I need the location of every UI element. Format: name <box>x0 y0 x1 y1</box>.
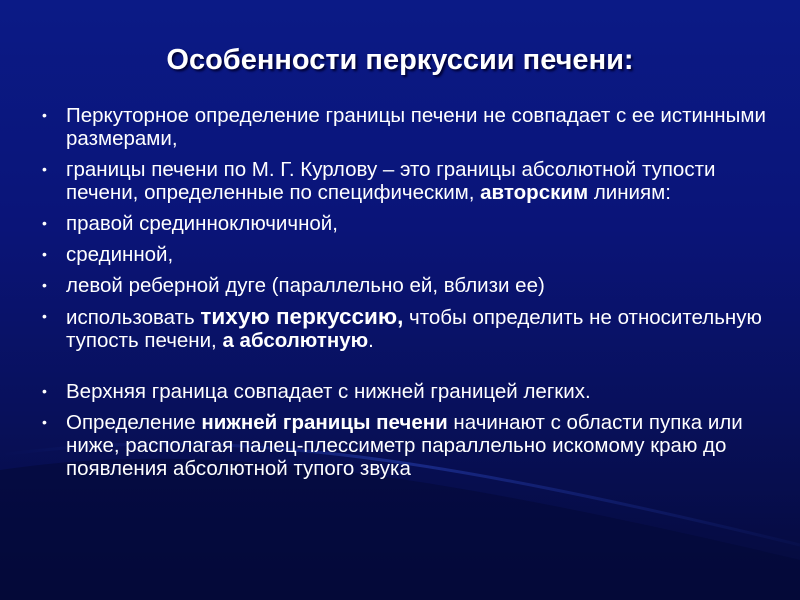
bullet-icon: • <box>42 107 47 123</box>
bullet-text: . <box>368 329 374 352</box>
bullet-icon: • <box>42 215 47 231</box>
bullet-text: линиям: <box>588 181 671 204</box>
bullet-icon: • <box>42 161 47 177</box>
bullet-item-1 <box>42 104 792 150</box>
bullet-icon: • <box>42 414 47 430</box>
bullet-text: использовать <box>66 306 201 329</box>
bullet-text: срединной, <box>66 243 174 266</box>
bullet-icon: • <box>42 308 47 324</box>
bullet-icon: • <box>42 246 47 262</box>
bullet-item-7 <box>42 380 792 403</box>
bullet-bold-text: тихую перкуссию, <box>200 304 404 329</box>
bullet-text: границы печени по М. Г. Курлову – это границы абсолютной тупости печени, определенные по специфическим, <box>66 158 716 204</box>
bullet-item-5 <box>42 274 792 297</box>
bullet-bold-text: авторским <box>480 181 589 204</box>
slide-title: Особенности перкуссии печени: <box>166 44 634 76</box>
bullet-item-6 <box>42 305 792 352</box>
bullet-bold-text: а абсолютную <box>222 329 369 352</box>
bullet-item-4 <box>42 243 792 266</box>
bullet-icon: • <box>42 277 47 293</box>
bullet-text: левой реберной дуге (параллельно ей, вблизи ее) <box>66 274 545 297</box>
bullet-text: Перкуторное определение границы печени не совпадает с ее истинными размерами, <box>66 104 766 150</box>
bullet-text: чтобы определить не относительную тупость печени, <box>66 306 762 352</box>
bullet-bold-text: нижней границы печени <box>201 411 448 434</box>
bullet-list <box>42 104 792 488</box>
bullet-text: правой срединноключичной, <box>66 212 338 235</box>
bullet-item-2 <box>42 158 792 204</box>
bullet-item-8 <box>42 411 792 480</box>
bullet-text: начинают с области пупка или ниже, располагая палец-плессиметр параллельно искомому краю до появления абсолютной тупого звука <box>66 411 743 480</box>
bullet-item-3 <box>42 212 792 235</box>
bullet-text: Верхняя граница совпадает с нижней границей легких. <box>66 380 591 403</box>
bullet-text: Определение <box>66 411 202 434</box>
bullet-icon: • <box>42 383 47 399</box>
